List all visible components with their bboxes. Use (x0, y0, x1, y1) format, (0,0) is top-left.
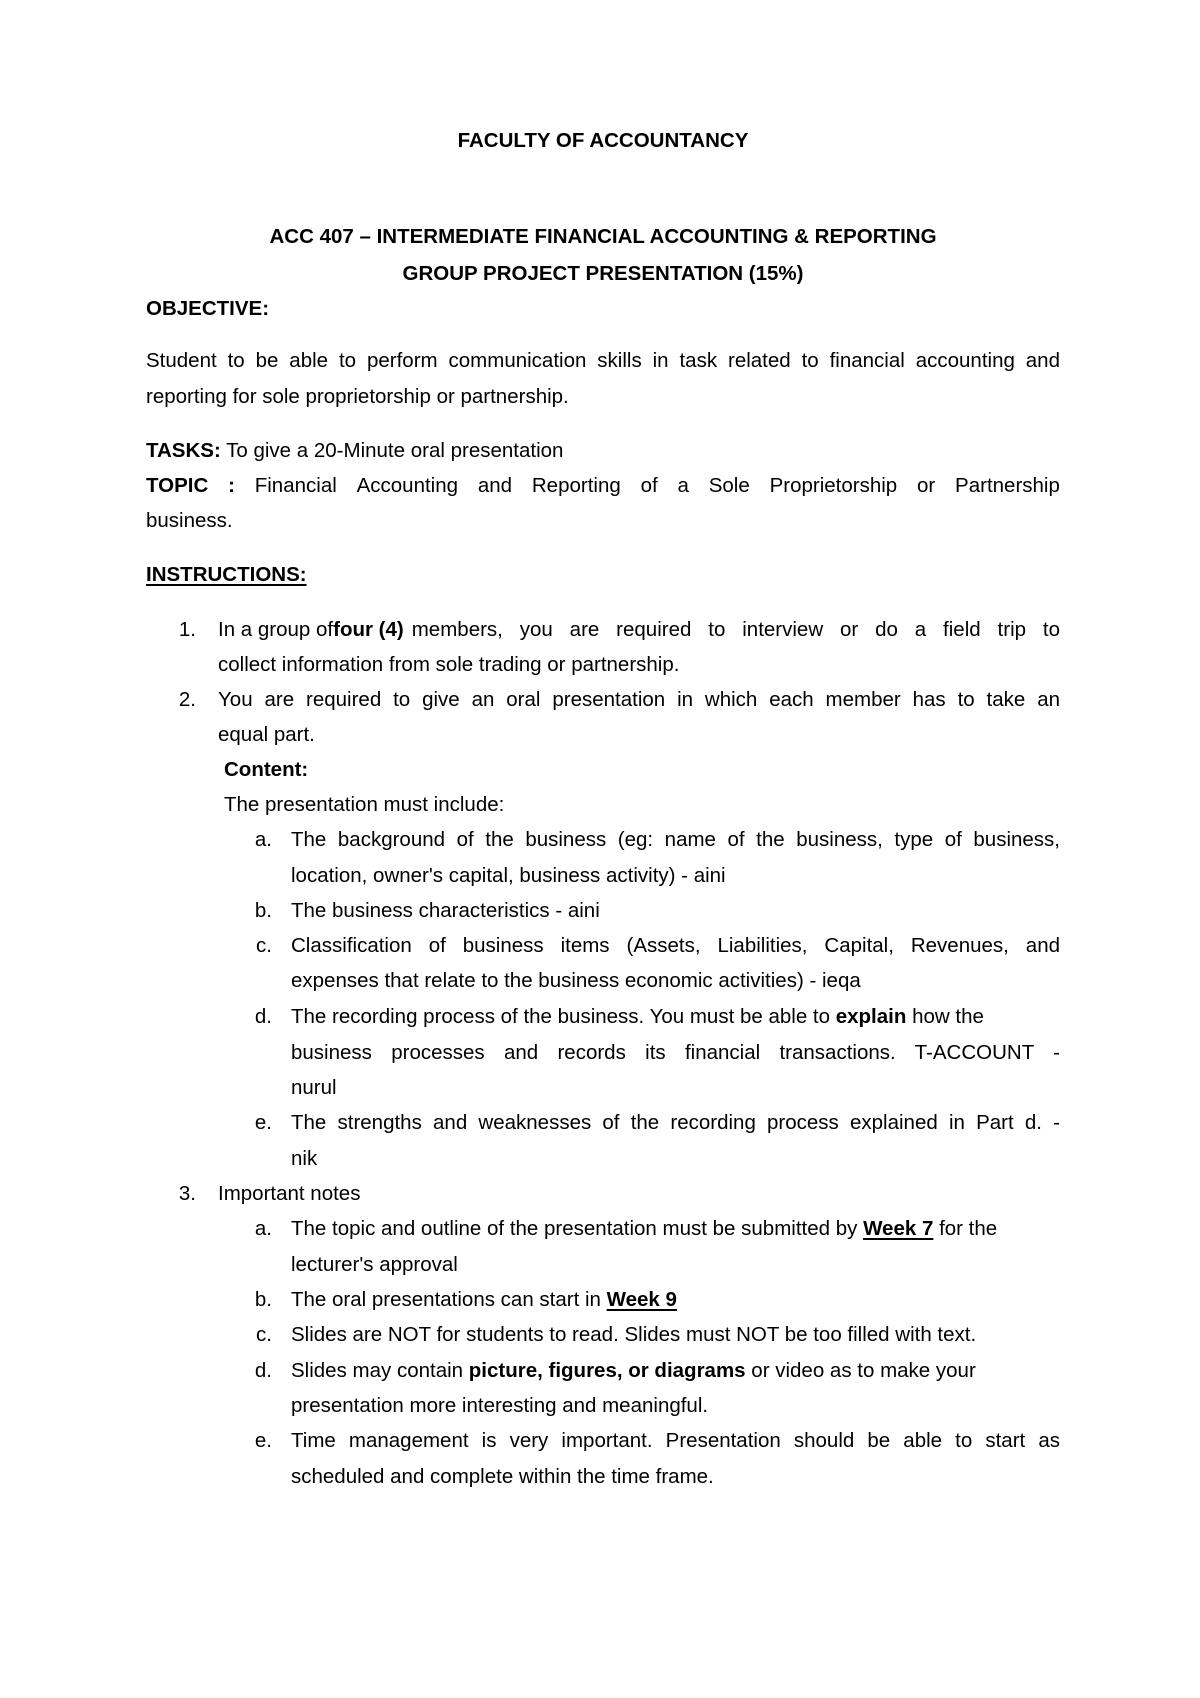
topic-word: Proprietorship (769, 474, 898, 497)
content-e-line-1: The strengths and weaknesses of the recording process explained in Part d. - (291, 1111, 1060, 1134)
list-number: 2. (178, 688, 196, 711)
notes-a-post: for the (939, 1217, 998, 1240)
tasks-line (146, 438, 1060, 464)
project-title: GROUP PROJECT PRESENTATION (15%) (402, 262, 804, 285)
notes-d-pre: Slides may contain (291, 1359, 464, 1382)
content-d-line-2: business processes and records its financial transactions. T-ACCOUNT - (291, 1041, 1060, 1064)
content-label: Content: (224, 758, 309, 781)
item-2-line-1: You are required to give an oral presentation in which each member has to take an (218, 688, 1060, 711)
notes-d-bold: picture, figures, or diagrams (468, 1359, 746, 1382)
notes-a-week: Week 7 (863, 1217, 934, 1240)
content-b-line-1: The business characteristics - aini (291, 899, 600, 922)
list-number: 3. (178, 1182, 196, 1205)
notes-c-line-1: Slides are NOT for students to read. Slides must NOT be too filled with text. (291, 1323, 977, 1346)
topic-word: Sole (708, 474, 750, 497)
content-a-line-2: location, owner's capital, business activity) - aini (291, 864, 726, 887)
important-notes-label: Important notes (218, 1182, 361, 1205)
notes-d-line-1 (291, 1358, 1060, 1384)
faculty-title: FACULTY OF ACCOUNTANCY (457, 129, 749, 152)
item-2-line-2: equal part. (218, 723, 315, 746)
content-a-line-1: The background of the business (eg: name of the business, type of business, (291, 828, 1060, 851)
tasks-label: TASKS: (146, 439, 221, 462)
notes-a-line-2: lecturer's approval (291, 1253, 458, 1276)
list-letter: c. (256, 934, 272, 957)
topic-line-2: business. (146, 509, 233, 532)
topic-word: Reporting (531, 474, 621, 497)
topic-label: TOPIC (146, 474, 209, 497)
item-1-line-1 (218, 617, 1060, 643)
notes-b-pre: The oral presentations can start in (291, 1288, 601, 1311)
list-number: 1. (178, 618, 196, 641)
content-intro: The presentation must include: (224, 793, 505, 816)
content-d-line-3: nurul (291, 1076, 337, 1099)
content-e-line-2: nik (291, 1147, 318, 1170)
notes-a-pre: The topic and outline of the presentation must be submitted by (291, 1217, 858, 1240)
topic-word: and (477, 474, 513, 497)
notes-b-week: Week 9 (606, 1288, 677, 1311)
item-1-line-2: collect information from sole trading or partnership. (218, 653, 680, 676)
topic-word: Partnership (955, 474, 1060, 497)
content-d-post: how the (912, 1005, 984, 1028)
list-letter: a. (254, 828, 272, 851)
item-1-pre: In a group of (218, 618, 334, 641)
instructions-heading: INSTRUCTIONS: (146, 563, 307, 586)
list-letter: b. (254, 899, 272, 922)
notes-d-line-2: presentation more interesting and meaningful. (291, 1394, 709, 1417)
tasks-text: To give a 20-Minute oral presentation (226, 439, 564, 462)
item-1-bold: four (4) (333, 618, 404, 641)
content-c-line-2: expenses that relate to the business economic activities) - ieqa (291, 969, 861, 992)
list-letter: b. (254, 1288, 272, 1311)
notes-e-line-2: scheduled and complete within the time frame. (291, 1465, 714, 1488)
list-letter: d. (254, 1359, 272, 1382)
item-1-post: members, you are required to interview or do a field trip to (411, 618, 1060, 641)
topic-word: a (677, 474, 689, 497)
topic-word: or (917, 474, 936, 497)
topic-word: Financial (254, 474, 337, 497)
content-d-bold: explain (835, 1005, 907, 1028)
list-letter: c. (256, 1323, 272, 1346)
list-letter: a. (254, 1217, 272, 1240)
topic-word: Accounting (356, 474, 459, 497)
content-d-line-1 (291, 1004, 1060, 1030)
objective-line-1: Student to be able to perform communication skills in task related to financial accounting and (146, 349, 1060, 372)
notes-b-line-1 (291, 1287, 1060, 1313)
notes-a-line-1 (291, 1216, 1060, 1242)
course-title: ACC 407 – INTERMEDIATE FINANCIAL ACCOUNTING & REPORTING (269, 225, 937, 248)
list-letter: d. (254, 1005, 272, 1028)
topic-line (146, 473, 1060, 499)
content-c-line-1: Classification of business items (Assets, Liabilities, Capital, Revenues, and (291, 934, 1060, 957)
topic-word: of (640, 474, 658, 497)
notes-d-post: or video as to make your (751, 1359, 976, 1382)
notes-e-line-1: Time management is very important. Presentation should be able to start as (291, 1429, 1060, 1452)
list-letter: e. (254, 1429, 272, 1452)
content-d-pre: The recording process of the business. You must be able to (291, 1005, 831, 1028)
list-letter: e. (254, 1111, 272, 1134)
objective-line-2: reporting for sole proprietorship or partnership. (146, 385, 569, 408)
topic-colon: : (228, 474, 235, 497)
objective-heading: OBJECTIVE: (146, 297, 270, 320)
